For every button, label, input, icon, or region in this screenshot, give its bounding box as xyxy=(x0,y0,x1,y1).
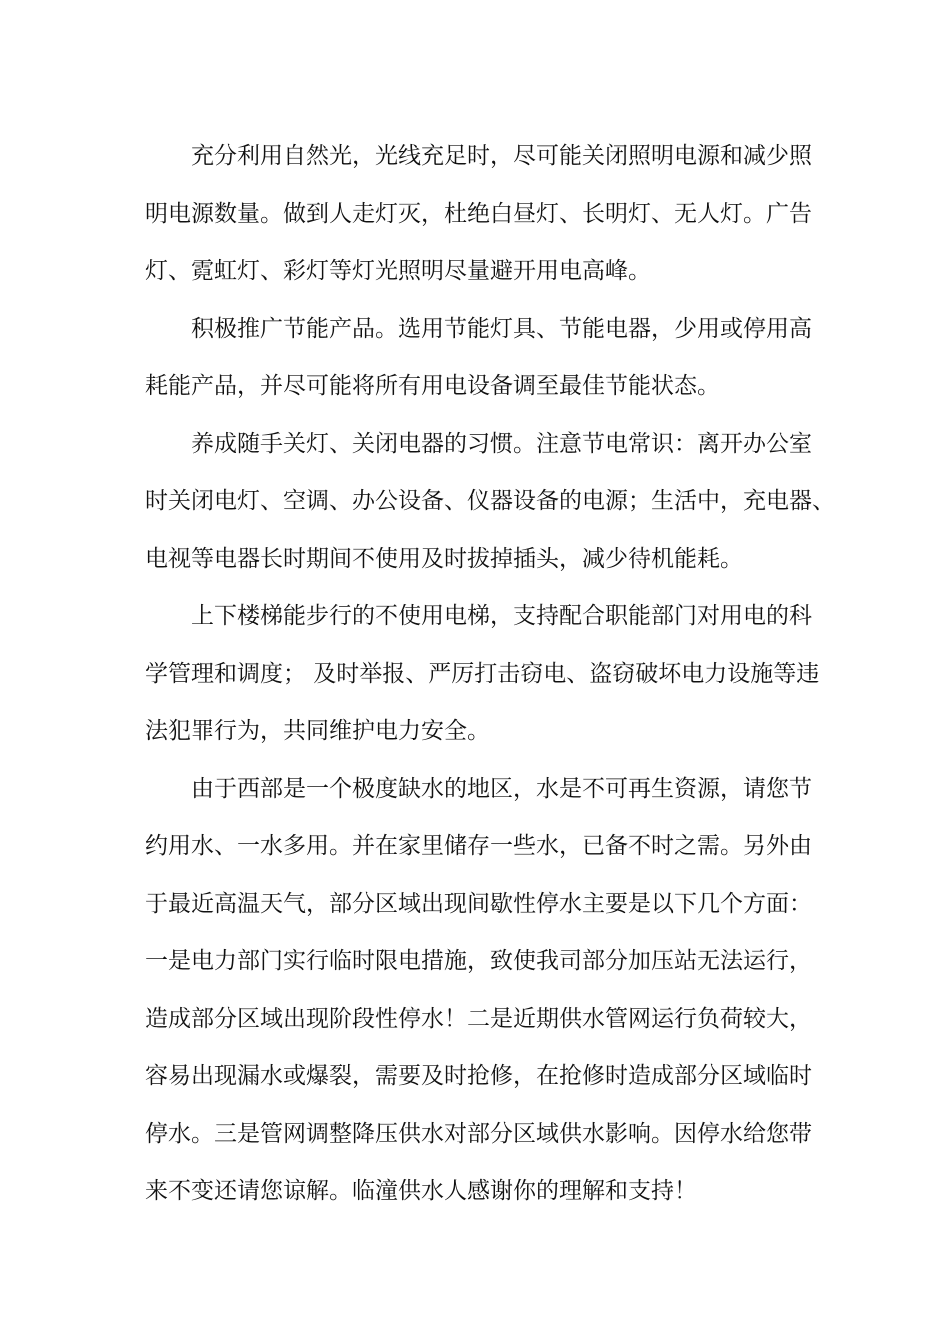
paragraph-natural-light xyxy=(145,128,825,301)
paragraph-switch-off-habit xyxy=(145,416,835,589)
paragraph-line: 电视等电器长时期间不使用及时拔掉插头，减少待机能耗。 xyxy=(145,545,743,572)
paragraph-line: 停水。三是管网调整降压供水对部分区域供水影响。因停水给您带 xyxy=(145,1120,812,1147)
paragraph-line: 时关闭电灯、空调、办公设备、仪器设备的电源；生活中，充电器、 xyxy=(145,488,835,514)
paragraph-line: 学管理和调度； 及时举报、严厉打击窃电、盗窃破坏电力设施等违 xyxy=(145,660,820,687)
paragraph-line: 充分利用自然光，光线充足时，尽可能关闭照明电源和减少照 xyxy=(191,143,812,169)
paragraph-line: 养成随手关灯、关闭电器的习惯。注意节电常识：离开办公室 xyxy=(191,430,812,457)
paragraph-line: 上下楼梯能步行的不使用电梯，支持配合职能部门对用电的科 xyxy=(191,603,812,629)
paragraph-stairs-and-safety xyxy=(145,588,825,761)
paragraph-line: 于最近高温天气，部分区域出现间歇性停水主要是以下几个方面： xyxy=(145,890,812,917)
paragraph-energy-saving-products xyxy=(145,301,825,416)
paragraph-line: 造成部分区域出现阶段性停水！二是近期供水管网运行负荷较大， xyxy=(145,1005,812,1032)
paragraph-line: 约用水、一水多用。并在家里储存一些水，已备不时之需。另外由 xyxy=(145,833,812,859)
paragraph-line: 积极推广节能产品。选用节能灯具、节能电器，少用或停用高 xyxy=(191,315,812,342)
paragraph-line: 明电源数量。做到人走灯灭，杜绝白昼灯、长明灯、无人灯。广告 xyxy=(145,200,812,227)
paragraph-water-notice xyxy=(145,761,825,1221)
paragraph-line: 来不变还请您谅解。临潼供水人感谢你的理解和支持！ xyxy=(145,1178,697,1204)
paragraph-line: 法犯罪行为，共同维护电力安全。 xyxy=(145,718,490,744)
paragraph-line: 灯、霓虹灯、彩灯等灯光照明尽量避开用电高峰。 xyxy=(145,258,651,284)
paragraph-line: 容易出现漏水或爆裂，需要及时抢修，在抢修时造成部分区域临时 xyxy=(145,1063,812,1089)
paragraph-line: 由于西部是一个极度缺水的地区，水是不可再生资源，请您节 xyxy=(191,775,812,802)
document-body xyxy=(145,128,835,1221)
paragraph-line: 耗能产品，并尽可能将所有用电设备调至最佳节能状态。 xyxy=(145,373,720,399)
paragraph-line: 一是电力部门实行临时限电措施，致使我司部分加压站无法运行， xyxy=(145,948,812,974)
